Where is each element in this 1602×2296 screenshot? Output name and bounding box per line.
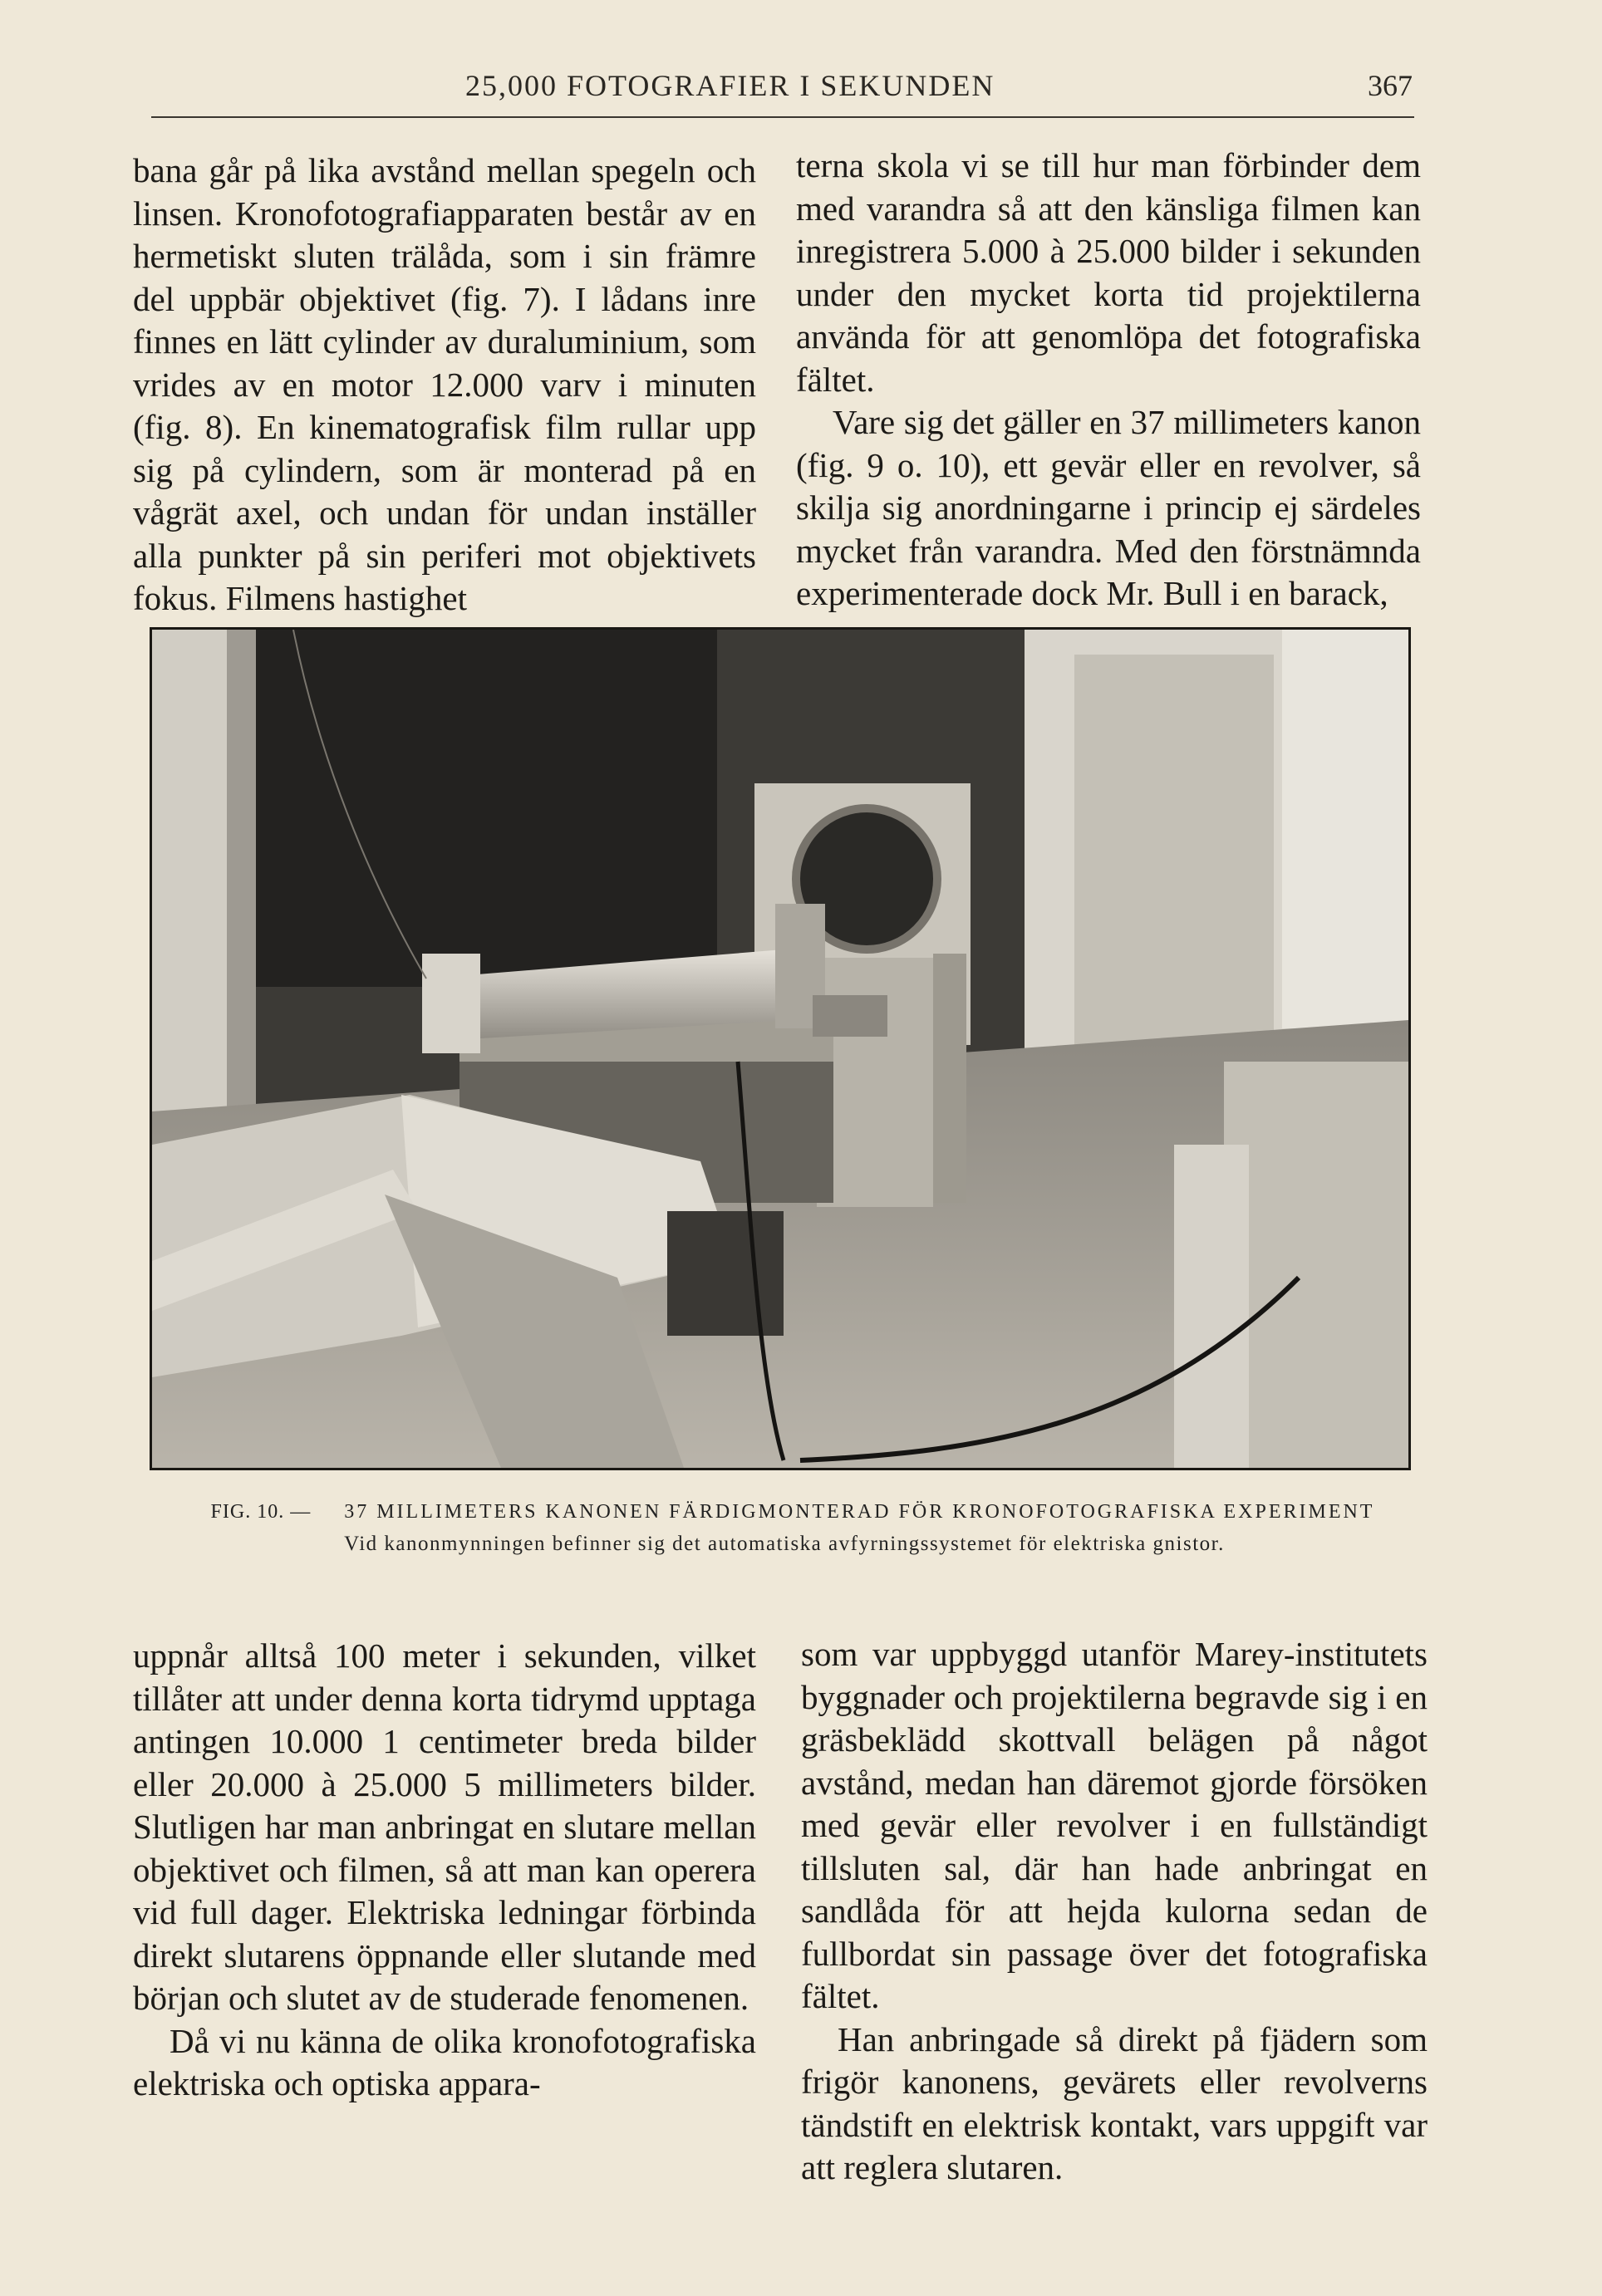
page-header [0,65,1602,123]
text-column-bottom-left [133,1635,756,2106]
caption-title [133,1500,1436,1524]
figure-label: FIG. 10. — [210,1501,312,1523]
figure-photo-cannon [150,627,1411,1470]
text-column-bottom-right [801,1633,1428,2190]
running-title: 25,000 FOTOGRAFIER I SEKUNDEN [465,69,995,102]
paragraph: bana går på lika avstånd mellan spegeln och linsen. Kronofotografiapparaten består av en hermetiskt sluten trälåda, som i sin främre del uppbär objektivet (fig. 7). I lådans inre finnes en lätt cylinder av duraluminium, som vrides av en motor 12.000 varv i minuten (fig. 8). En kinematografisk film rullar upp sig på cylindern, som är monterad på en vågrät axel, och undan för undan inställer alla punkter på sin periferi mot objektivets fokus. Filmens hastighet [133,151,756,617]
figure-caption [133,1500,1436,1556]
paragraph: uppnår alltså 100 meter i sekunden, vilket tillåter att under denna korta tidrymd upptaga antingen 10.000 1 centimeter breda bilder eller 20.000 à 25.000 5 millimeters bilder. Slutligen har man anbringat en slutare mellan objektivet och filmen, så att man kan operera vid full dager. Elektriska ledningar förbinda direkt slutarens öppnande eller slutande med början och slutet av de studerade fenomenen. [133,1636,756,2017]
cannon-photo-illustration [152,630,1408,1468]
paragraph: Han anbringade så direkt på fjädern som frigör kanonens, gevärets eller revolverns tändstift en elektrisk kontakt, vars uppgift var att reglera slutaren. [801,2019,1428,2186]
page-number: 367 [1368,69,1413,102]
header-rule [151,116,1414,118]
text-column-top-left [133,150,756,621]
paragraph: som var uppbyggd utanför Marey-institutets byggnader och projektilerna begravde sig i en gräsbeklädd skottvall belägen på något avstånd, medan han däremot gjorde försöken med gevär eller revolver i en fullständigt tillsluten sal, där han hade anbringat en sandlåda för att hejda kulorna sedan de fullbordat sin passage över det fotografiska fältet. [801,1635,1428,2015]
caption-subtitle: Vid kanonmynningen befinner sig det automatiska avfyrningssystemet för elektriska gnistor. [344,1533,1225,1555]
text-column-top-right [796,145,1421,616]
paragraph: Då vi nu känna de olika kronofotografiska elektriska och optiska appara- [133,2021,756,2102]
paragraph: terna skola vi se till hur man förbinder dem med varandra så att den känsliga filmen kan inregistrera 5.000 à 25.000 bilder i sekunden under den mycket korta tid projektilerna använda för att genomlöpa det fotografiska fältet. [796,146,1421,399]
paragraph: Vare sig det gäller en 37 millimeters kanon (fig. 9 o. 10), ett gevär eller en revolver, så skilja sig anordningarne i princip ej särdeles mycket från varandra. Med den förstnämnda experimenterade dock Mr. Bull i en barack, [796,403,1421,612]
caption-title-text: 37 MILLIMETERS KANONEN FÄRDIGMONTERAD FÖR KRONOFOTOGRAFISKA EXPERIMENT [344,1501,1375,1523]
